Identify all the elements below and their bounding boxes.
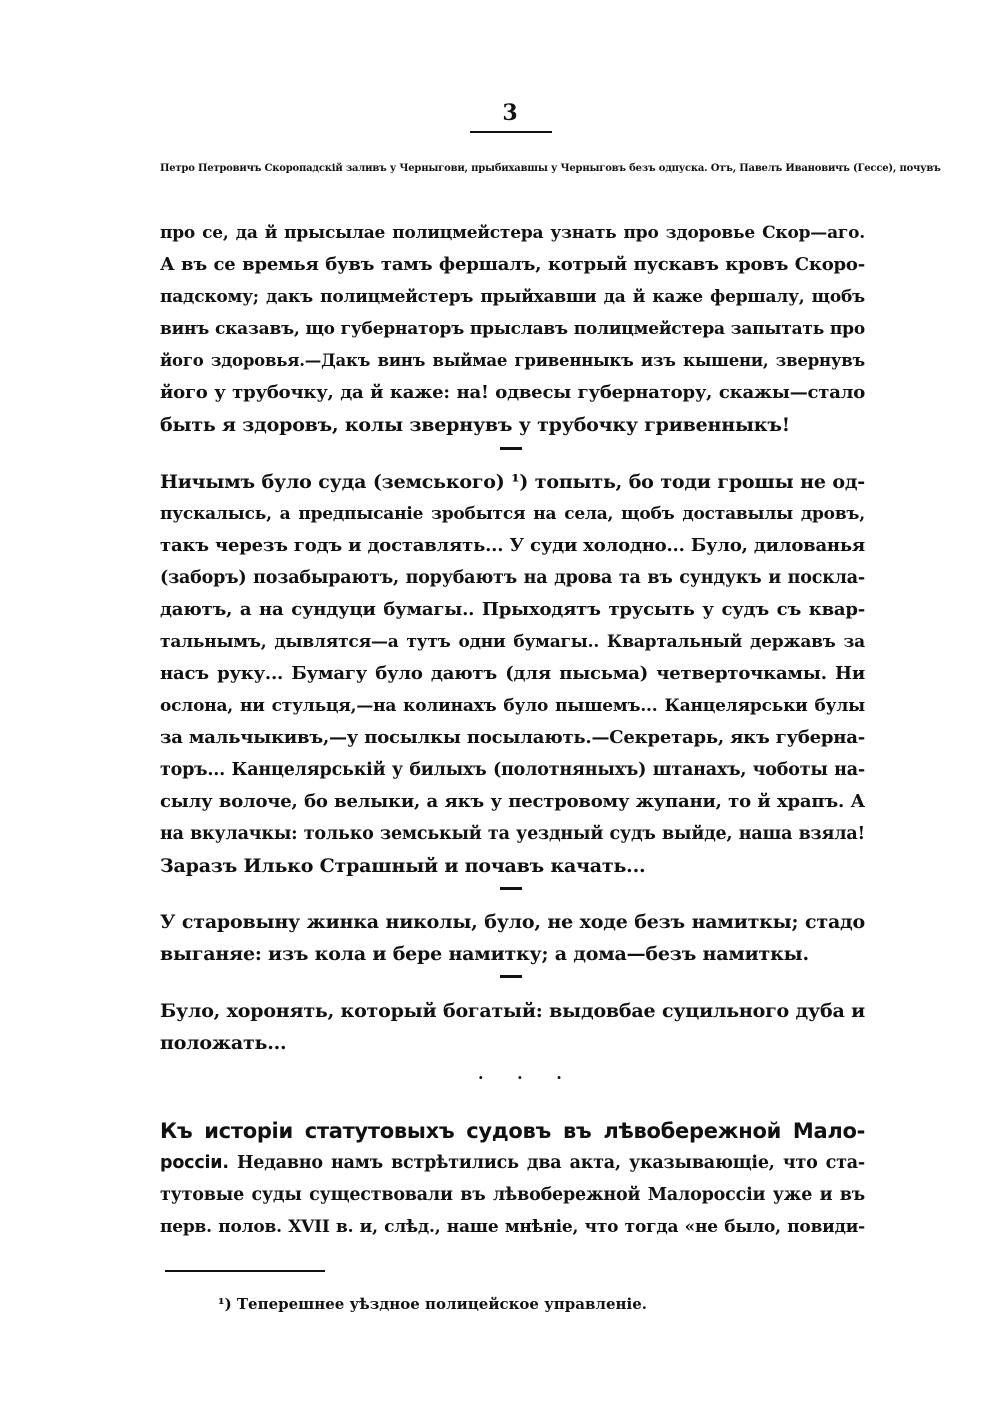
text-line: тутовые суды существовали въ лѣвобережной Малороссіи уже и въ	[160, 1185, 865, 1205]
text-line: падскому; дакъ полицмейстеръ прыйхавши да й каже фершалу, щобъ	[160, 287, 865, 307]
text-line: У старовыну жинка николы, було, не ходе безъ намиткы; стадо	[160, 911, 865, 933]
text-line: торъ... Канцелярській у билыхъ (полотняныхъ) штанахъ, чоботы на-	[160, 760, 865, 780]
page-number-rule	[470, 131, 552, 133]
section-heading: Къ исторіи статутовыхъ судовъ въ лѣвобережной Мало-	[160, 1119, 865, 1143]
text-fragment: Недавно намъ встрѣтились два акта, указывающіе, что ста-	[228, 1153, 865, 1173]
section-separator	[500, 887, 522, 890]
text-line: його у трубочку, да й каже: на! одвесы губернатору, скажы—стало	[160, 382, 865, 403]
text-line: його здоровья.—Дакъ винъ выймае гривенныкъ изъ кышени, звернувъ	[160, 351, 865, 370]
text-line: такъ черезъ годъ и доставлять... У суди холодно... Було, дилованья	[160, 535, 865, 556]
text-line: выганяе: изъ кола и бере намитку; а дома—безъ намиткы.	[160, 943, 809, 965]
text-line: А въ се времья бувъ тамъ фершалъ, котрый пускавъ кровъ Скоро-	[160, 254, 865, 275]
text-line: сылу волоче, бо велыки, а якъ у пестровому жупани, то й храпъ. А	[160, 791, 865, 812]
text-line: Петро Петровичъ Скоропадскій заливъ у Черныгови, прыбихавшы у Черныговъ безъ одпуска. Отъ, Павелъ Ивановичъ (Гессе), почувъ	[160, 163, 941, 174]
text-line: насъ руку... Бумагу було даютъ (для пысьма) четверточкамы. Ни	[160, 663, 865, 684]
text-line: про се, да й прысылае полицмейстера узнать про здоровье Скор—аго.	[160, 223, 865, 243]
text-line: Було, хоронять, который богатый: выдовбае суцильного дуба и	[160, 1000, 865, 1022]
page-number: 3	[502, 100, 518, 126]
section-separator	[500, 975, 522, 978]
text-line: даютъ, а на сундуци бумагы.. Прыходятъ трусыть у судъ съ квар-	[160, 599, 865, 620]
text-line: перв. полов. XVII в. и, слѣд., наше мнѣніе, что тогда «не было, повиди-	[160, 1217, 865, 1237]
text-line: за мальчыкивъ,—у посылкы посылають.—Секретарь, якъ губерна-	[160, 727, 865, 748]
footnote: ¹) Теперешнее уѣздное полицейское управленіе.	[218, 1295, 647, 1313]
text-line	[160, 1148, 865, 1178]
text-line: винъ сказавъ, що губернаторъ прыславъ полицмейстера запытать про	[160, 319, 865, 339]
text-line: быть я здоровъ, колы звернувъ у трубочку гривенныкъ!	[160, 414, 790, 436]
text-line: тальнымъ, дывлятся—а тутъ одни бумагы.. Квартальный державъ за	[160, 632, 865, 652]
text-line: пускалысь, а предпысаніе зробытся на села, щобъ доставылы дровъ,	[160, 504, 865, 524]
text-line: положать...	[160, 1032, 287, 1054]
text-line: Заразъ Илько Страшный и почавъ качать...	[160, 855, 646, 877]
heading-end: россіи.	[160, 1153, 229, 1173]
text-line: Ничымъ було суда (земського) ¹) топыть, бо тоди грошы не од-	[160, 471, 865, 493]
dotted-separator: . . .	[478, 1064, 576, 1083]
text-line: на вкулачкы: только земськый та уездный судъ выйде, наша взяла!	[160, 824, 865, 844]
text-line: (заборъ) позабыраютъ, порубаютъ на дрова та въ сундукъ и поскла-	[160, 568, 865, 588]
section-separator	[500, 447, 522, 450]
text-line: ослона, ни стульця,—на колинахъ було пышемъ... Канцелярськи булы	[160, 696, 865, 716]
footnote-rule	[165, 1270, 325, 1272]
